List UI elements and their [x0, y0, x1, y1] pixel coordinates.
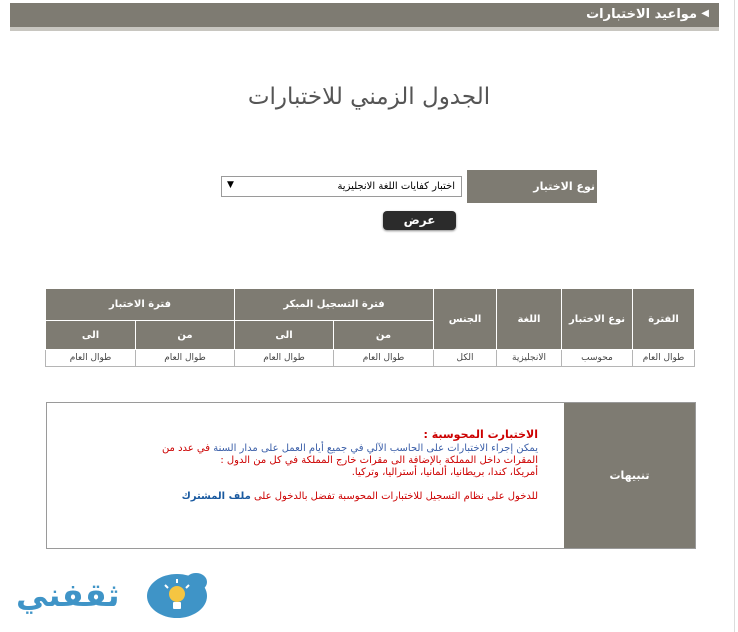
subscriber-file-link[interactable]: ملف المشترك: [181, 491, 251, 502]
page-title: الجدول الزمني للاختبارات: [247, 84, 491, 110]
notes-line-1-text: يمكن إجراء الاختبارات على الحاسب الآلي في جميع أيام العمل على مدار السنة: [213, 443, 538, 454]
notes-line-4-text: للدخول على نظام التسجيل للاختبارات المحوسبة تفضل بالدخول على: [253, 491, 538, 502]
column-header-test-period: فترة الاختبار: [46, 289, 235, 321]
section-title: مواعيد الاختبارات: [586, 7, 697, 22]
table-row: [46, 350, 695, 367]
schedule-table: [45, 288, 695, 367]
notes-label: تنبيهات: [564, 403, 695, 548]
test-type-label: نوع الاختبار: [467, 170, 597, 203]
table-cell: طوال العام: [334, 350, 434, 367]
table-cell: طوال العام: [46, 350, 136, 367]
lightbulb-icon: [146, 568, 208, 620]
dropdown-arrow-icon: ▼: [227, 180, 234, 190]
site-logo[interactable]: [14, 568, 214, 624]
table-cell: محوسب: [562, 350, 633, 367]
column-header-early-to: الى: [235, 321, 334, 350]
column-header-language: اللغة: [497, 289, 562, 350]
show-button[interactable]: عرض: [383, 211, 456, 230]
table-cell: طوال العام: [136, 350, 235, 367]
arrow-left-icon: ◀: [701, 8, 709, 19]
notes-heading: الاختبارت المحوسبة :: [423, 428, 538, 441]
table-cell: طوال العام: [235, 350, 334, 367]
notes-line-2: المقرات داخل المملكة بالإضافة الى مقرات خارج المملكة في كل من الدول :: [220, 455, 538, 466]
notes-line-4: [55, 491, 538, 503]
column-header-test-from: من: [136, 321, 235, 350]
section-header: [10, 3, 719, 31]
table-cell: الكل: [434, 350, 497, 367]
column-header-early-registration: فترة التسجيل المبكر: [235, 289, 434, 321]
notes-line-1-red-text: في عدد من: [161, 443, 211, 454]
column-header-test-type: نوع الاختبار: [562, 289, 633, 350]
test-type-select[interactable]: [221, 176, 462, 197]
logo-text: ثقفني: [16, 576, 120, 614]
column-header-gender: الجنس: [434, 289, 497, 350]
column-header-early-from: من: [334, 321, 434, 350]
test-type-selected-value: اختبار كفايات اللغة الانجليزية: [337, 181, 455, 192]
notes-content: [47, 403, 564, 548]
table-cell: الانجليزية: [497, 350, 562, 367]
table-cell: طوال العام: [633, 350, 695, 367]
notes-line-3: أمريكا، كندا، بريطانيا، ألمانيا، أستراليا، وتركيا.: [351, 467, 538, 478]
notes-panel: [46, 402, 696, 549]
column-header-test-to: الى: [46, 321, 136, 350]
column-header-period: الفترة: [633, 289, 695, 350]
notes-line-1: [55, 443, 538, 455]
